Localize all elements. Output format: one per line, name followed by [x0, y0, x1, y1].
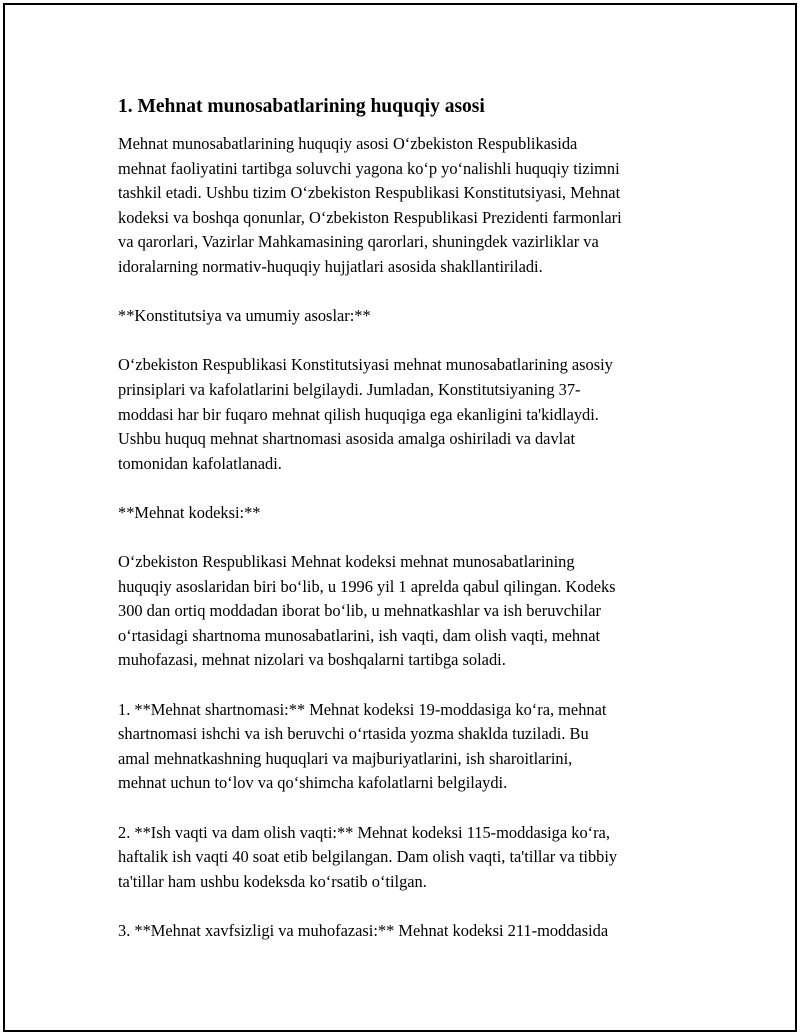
- text-line: kodeksi va boshqa qonunlar, O‘zbekiston Respublikasi Prezidenti farmonlari: [118, 207, 622, 227]
- text-line: haftalik ish vaqti 40 soat etib belgilangan. Dam olish vaqti, ta'tillar va tibbiy: [118, 847, 618, 867]
- text-line: O‘zbekiston Respublikasi Konstitutsiyasi mehnat munosabatlarining asosiy: [118, 355, 613, 375]
- document-title: 1. Mehnat munosabatlarining huquqiy asosi: [118, 96, 485, 117]
- text-line: 2. **Ish vaqti va dam olish vaqti:** Mehnat kodeksi 115-moddasiga ko‘ra,: [118, 822, 610, 842]
- text-line: prinsiplari va kafolatlarini belgilaydi. Jumladan, Konstitutsiyaning 37-: [118, 379, 581, 399]
- text-line: huquqiy asoslaridan biri bo‘lib, u 1996 yil 1 aprelda qabul qilingan. Kodeks: [118, 576, 616, 596]
- text-line: tashkil etadi. Ushbu tizim O‘zbekiston Respublikasi Konstitutsiyasi, Mehnat: [118, 183, 621, 203]
- text-line: ta'tillar ham ushbu kodeksda ko‘rsatib o‘tilgan.: [118, 871, 427, 891]
- text-line: **Konstitutsiya va umumiy asoslar:**: [118, 306, 371, 326]
- paragraph: [118, 353, 688, 476]
- text-line: moddasi har bir fuqaro mehnat qilish huquqiga ega ekanligini ta'kidlaydi.: [118, 404, 599, 424]
- text-line: 300 dan ortiq moddadan iborat bo‘lib, u mehnatkashlar va ish beruvchilar: [118, 601, 601, 621]
- text-line: shartnomasi ishchi va ish beruvchi o‘rtasida yozma shaklda tuziladi. Bu: [118, 724, 589, 744]
- text-line: Ushbu huquq mehnat shartnomasi asosida amalga oshiriladi va davlat: [118, 429, 576, 449]
- text-line: 1. **Mehnat shartnomasi:** Mehnat kodeksi 19-moddasiga ko‘ra, mehnat: [118, 699, 607, 719]
- paragraph: [118, 919, 688, 944]
- text-line: 3. **Mehnat xavfsizligi va muhofazasi:** Mehnat kodeksi 211-moddasida: [118, 921, 609, 940]
- paragraph: [118, 304, 688, 329]
- paragraph: [118, 698, 688, 796]
- text-line: amal mehnatkashning huquqlari va majburiyatlarini, ish sharoitlarini,: [118, 748, 573, 768]
- paragraph: [118, 550, 688, 673]
- text-line: mehnat faoliyatini tartibga soluvchi yagona ko‘p yo‘nalishli huquqiy tizimni: [118, 158, 620, 178]
- document-body: [118, 94, 688, 968]
- paragraph: [118, 821, 688, 895]
- text-line: **Mehnat kodeksi:**: [118, 502, 261, 522]
- text-line: O‘zbekiston Respublikasi Mehnat kodeksi mehnat munosabatlarining: [118, 552, 575, 572]
- text-line: tomonidan kafolatlanadi.: [118, 453, 282, 473]
- text-line: muhofazasi, mehnat nizolari va boshqalarni tartibga soladi.: [118, 650, 506, 670]
- paragraph-list: [118, 132, 688, 944]
- text-line: Mehnat munosabatlarining huquqiy asosi O‘zbekiston Respublikasida: [118, 134, 578, 153]
- paragraph: [118, 132, 688, 280]
- text-line: mehnat uchun to‘lov va qo‘shimcha kafolatlarni belgilaydi.: [118, 773, 508, 793]
- text-line: va qarorlari, Vazirlar Mahkamasining qarorlari, shuningdek vazirliklar va: [118, 232, 599, 252]
- text-line: o‘rtasidagi shartnoma munosabatlarini, ish vaqti, dam olish vaqti, mehnat: [118, 625, 601, 645]
- paragraph: [118, 501, 688, 526]
- text-line: idoralarning normativ-huquqiy hujjatlari asosida shakllantiriladi.: [118, 256, 543, 276]
